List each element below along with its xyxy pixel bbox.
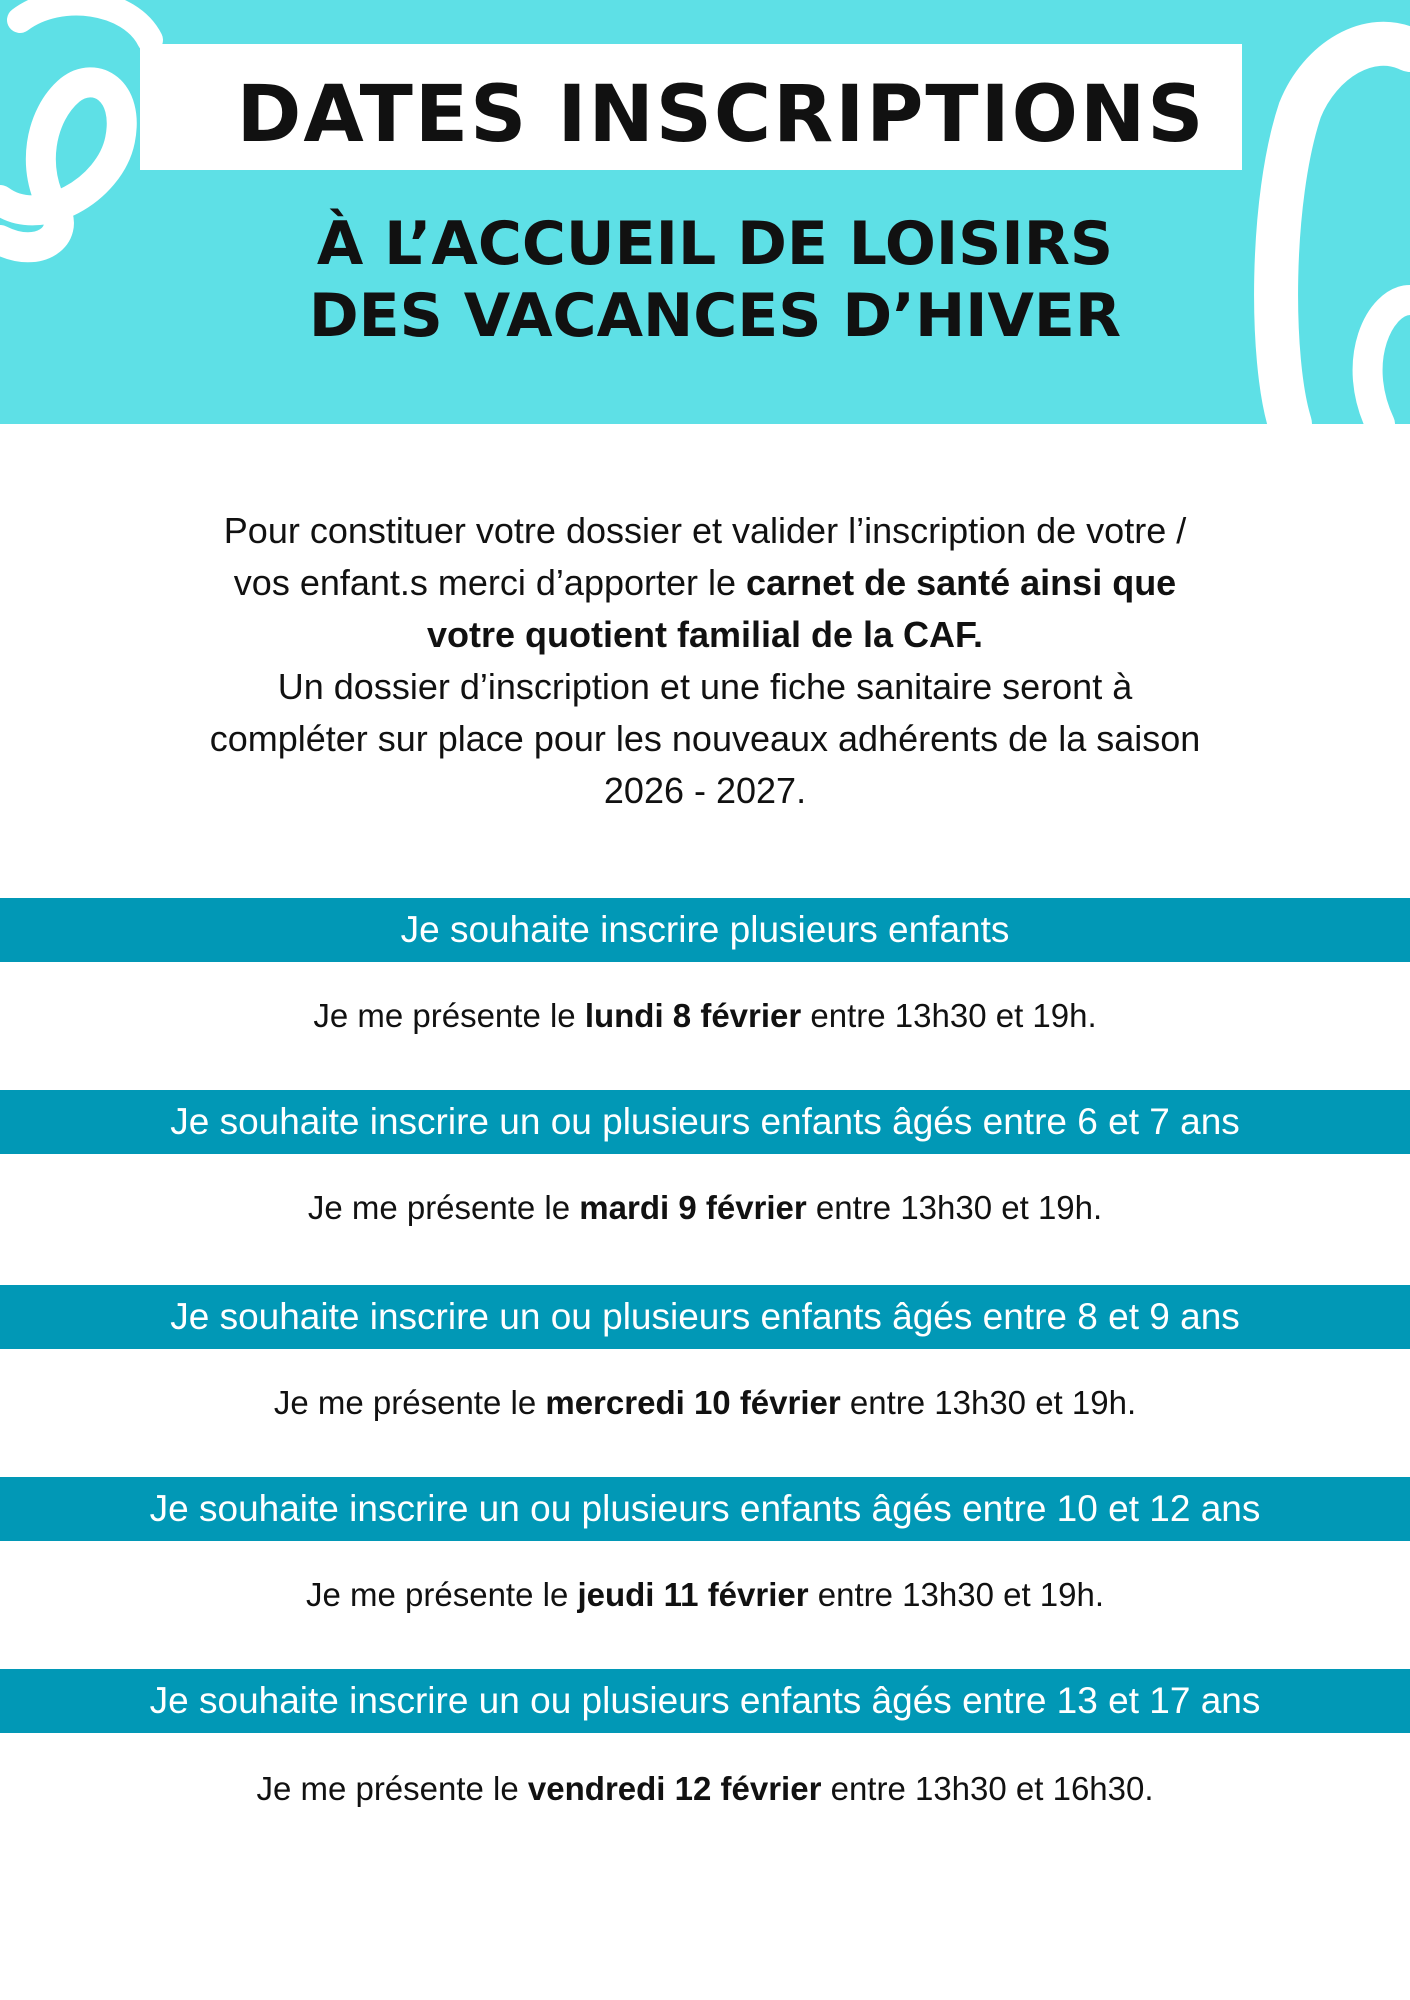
subtitle-line-2: DES VACANCES D’HIVER: [308, 281, 1122, 351]
intro-line-3-bold: votre quotient familial de la CAF.: [426, 614, 984, 655]
session-hours: entre 13h30 et 19h.: [840, 1384, 1137, 1421]
session-prefix: Je me présente le: [273, 1384, 546, 1421]
page-title: DATES INSCRIPTIONS: [236, 70, 1206, 160]
session-prefix: Je me présente le: [307, 1189, 580, 1226]
intro-line-1: Pour constituer votre dossier et valider l’inscription de votre /: [223, 510, 1187, 551]
session-hours: entre 13h30 et 16h30.: [821, 1770, 1154, 1807]
session-heading-3: Je souhaite inscrire un ou plusieurs enfants âgés entre 8 et 9 ans: [0, 1285, 1410, 1349]
session-heading-1: Je souhaite inscrire plusieurs enfants: [0, 898, 1410, 962]
intro-line-2-text: vos enfant.s merci d’apporter le: [233, 562, 747, 603]
session-day: mercredi 10 février: [545, 1384, 841, 1421]
intro-line-4: Un dossier d’inscription et une fiche sanitaire seront à: [277, 666, 1133, 707]
session-prefix: Je me présente le: [313, 997, 585, 1034]
session-hours: entre 13h30 et 19h.: [801, 997, 1097, 1034]
session-detail-1: [0, 994, 1410, 1038]
session-detail-5: [0, 1767, 1410, 1811]
subtitle-line-1: À L’ACCUEIL DE LOISIRS: [316, 209, 1114, 279]
session-day: jeudi 11 février: [577, 1576, 809, 1613]
session-hours: entre 13h30 et 19h.: [806, 1189, 1103, 1226]
session-day: lundi 8 février: [584, 997, 802, 1034]
session-heading-5: Je souhaite inscrire un ou plusieurs enfants âgés entre 13 et 17 ans: [0, 1669, 1410, 1733]
session-heading-2: Je souhaite inscrire un ou plusieurs enfants âgés entre 6 et 7 ans: [0, 1090, 1410, 1154]
intro-line-6: 2026 - 2027.: [603, 770, 807, 811]
session-detail-4: [0, 1573, 1410, 1617]
page-subtitle: [240, 208, 1190, 352]
session-hours: entre 13h30 et 19h.: [808, 1576, 1105, 1613]
session-day: mardi 9 février: [579, 1189, 807, 1226]
session-prefix: Je me présente le: [305, 1576, 578, 1613]
session-day: vendredi 12 février: [527, 1770, 822, 1807]
intro-paragraph: [120, 505, 1290, 817]
session-detail-2: [0, 1186, 1410, 1230]
intro-line-5: compléter sur place pour les nouveaux adhérents de la saison: [209, 718, 1201, 759]
session-prefix: Je me présente le: [256, 1770, 528, 1807]
intro-line-3: [120, 609, 1290, 661]
session-heading-4: Je souhaite inscrire un ou plusieurs enfants âgés entre 10 et 12 ans: [0, 1477, 1410, 1541]
intro-line-2-bold: carnet de santé ainsi que: [746, 562, 1177, 603]
session-detail-3: [0, 1381, 1410, 1425]
intro-line-2: [120, 557, 1290, 609]
